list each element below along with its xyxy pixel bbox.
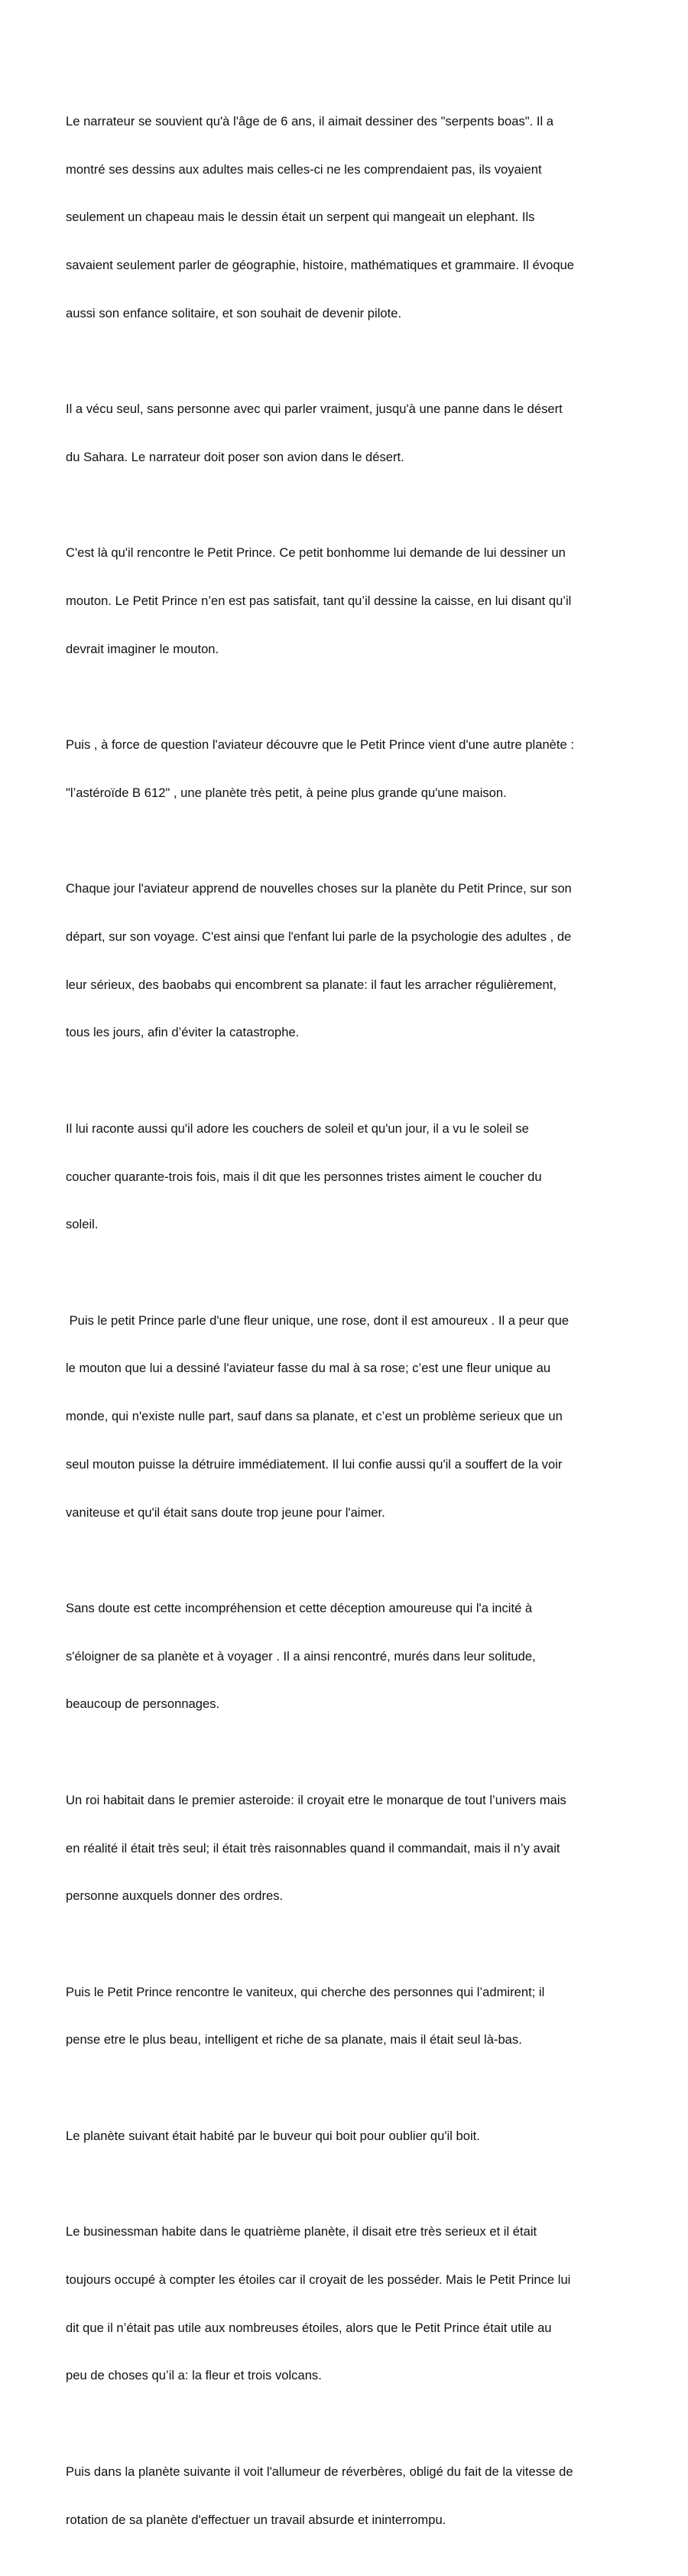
text-line: dit que il n’était pas utile aux nombreuses étoiles, alors que le Petit Prince était utile au [66,2320,552,2335]
text-line: monde, qui n'existe nulle part, sauf dans sa planate, et c’est un problème serieux que un [66,1409,563,1424]
paragraph-9 [66,1761,625,1937]
text-line: montré ses dessins aux adultes mais celles-ci ne les comprendaient pas, ils voyaient [66,161,542,177]
text-line: peu de choses qu’il a: la fleur et trois volcans. [66,2368,322,2383]
text-line: du Sahara. Le narrateur doit poser son avion dans le désert. [66,449,404,464]
paragraph-4 [66,705,625,833]
paragraph-11 [66,2096,625,2177]
text-line: Chaque jour l'aviateur apprend de nouvelles choses sur la planète du Petit Prince, sur son [66,881,572,896]
text-line: savaient seulement parler de géographie, histoire, mathématiques et grammaire. Il évoque [66,257,575,272]
text-line: départ, sur son voyage. C'est ainsi que l'enfant lui parle de la psychologie des adultes , de [66,929,572,944]
text-line: Il a vécu seul, sans personne avec qui parler vraiment, jusqu'à une panne dans le désert [66,402,563,417]
text-line: coucher quarante-trois fois, mais il dit que les personnes tristes aiment le coucher du [66,1169,542,1184]
text-line: s'éloigner de sa planète et à voyager . Il a ainsi rencontré, murés dans leur solitude, [66,1648,536,1664]
text-line: pense etre le plus beau, intelligent et riche de sa planate, mais il était seul là-bas. [66,2032,522,2047]
text-line: Le narrateur se souvient qu'à l'âge de 6 ans, il aimait dessiner des "serpents boas". Il a [66,113,553,128]
text-line: seul mouton puisse la détruire immédiatement. Il lui confie aussi qu'il a souffert de la voir [66,1456,563,1472]
text-line: Puis dans la planète suivante il voit l'allumeur de réverbères, obligé du fait de la vitesse de [66,2464,573,2479]
text-line: vaniteuse et qu'il était sans doute trop jeune pour l'aimer. [66,1504,385,1520]
text-line: Puis le Petit Prince rencontre le vaniteux, qui cherche des personnes qui l’admirent; il [66,1984,545,1999]
paragraph-12 [66,2192,625,2416]
text-line: Il lui raconte aussi qu'il adore les couchers de soleil et qu'un jour, il a vu le soleil se [66,1120,529,1136]
paragraph-1 [66,82,625,353]
text-line: Le planète suivant était habité par le buveur qui boit pour oublier qu'il boit. [66,2128,480,2143]
text-line: personne auxquels donner des ordres. [66,1888,284,1904]
paragraph-7 [66,1281,625,1553]
text-line: leur sérieux, des baobabs qui encombrent sa planate: il faut les arracher régulièrement, [66,977,557,992]
text-line: devrait imaginer le mouton. [66,641,219,656]
paragraph-10 [66,1953,625,2080]
text-line: soleil. [66,1217,99,1232]
text-line: Un roi habitait dans le premier asteroide: il croyait etre le monarque de tout l’univers mais [66,1792,566,1807]
paragraph-13 [66,2432,625,2560]
text-line: Puis le petit Prince parle d'une fleur unique, une rose, dont il est amoureux . Il a peur que [66,1312,570,1328]
text-line: en réalité il était très seul; il était très raisonnables quand il commandait, mais il n’y avait [66,1840,560,1856]
paragraph-8 [66,1569,625,1745]
text-line: mouton. Le Petit Prince n’en est pas satisfait, tant qu’il dessine la caisse, en lui disant qu’il [66,593,572,608]
text-line: le mouton que lui a dessiné l'aviateur fasse du mal à sa rose; c’est une fleur unique au [66,1361,551,1376]
text-line: Sans doute est cette incompréhension et cette déception amoureuse qui l'a incité à [66,1600,533,1615]
text-line: C'est là qu'il rencontre le Petit Prince. Ce petit bonhomme lui demande de lui dessiner un [66,545,566,561]
paragraph-5 [66,849,625,1073]
paragraph-2 [66,369,625,497]
text-line: seulement un chapeau mais le dessin était un serpent qui mangeait un elephant. Ils [66,210,535,225]
text-line: toujours occupé à compter les étoiles car il croyait de les posséder. Mais le Petit Prince lui [66,2272,571,2287]
document-page [66,82,625,2576]
text-line: tous les jours, afin d’éviter la catastrophe. [66,1025,300,1040]
text-line: rotation de sa planète d'effectuer un travail absurde et ininterrompu. [66,2512,446,2527]
text-line: Puis , à force de question l'aviateur découvre que le Petit Prince vient d'une autre planète : [66,737,574,753]
text-line: Le businessman habite dans le quatrième planète, il disait etre très serieux et il était [66,2224,537,2239]
paragraph-6 [66,1089,625,1265]
paragraph-3 [66,513,625,689]
text-line: beaucoup de personnages. [66,1696,220,1712]
text-line: aussi son enfance solitaire, et son souhait de devenir pilote. [66,305,402,320]
text-line: "l’astéroïde B 612" , une planète très petit, à peine plus grande qu'une maison. [66,785,507,800]
